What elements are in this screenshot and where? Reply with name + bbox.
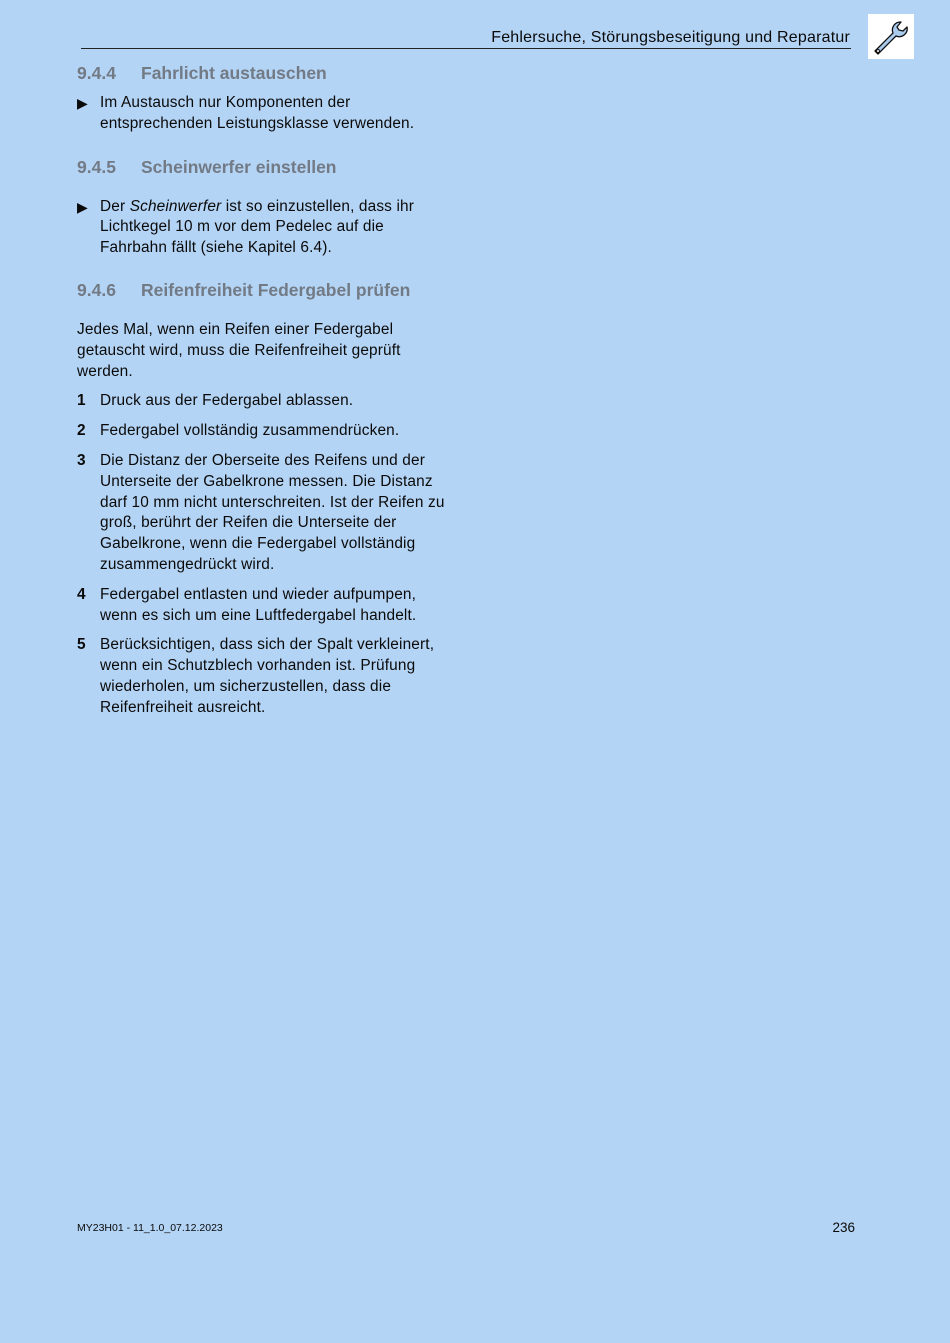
document-id: MY23H01 - 11_1.0_07.12.2023 xyxy=(77,1222,223,1234)
section-heading-9-4-6: 9.4.6 Reifenfreiheit Federgabel prüfen xyxy=(77,279,411,300)
list-item: 4 Federgabel entlasten und wieder aufpumpen, wenn es sich um eine Luftfedergabel handelt. xyxy=(77,585,417,624)
bullet-text: Der Scheinwerfer ist so einzustellen, dass ihr Lichtkegel 10 m vor dem Pedelec auf die Fahrbahn fällt (siehe Kapitel 6.4). xyxy=(100,197,415,257)
main-content xyxy=(77,62,452,719)
list-item: 1 Druck aus der Federgabel ablassen. xyxy=(77,392,354,410)
header-rule xyxy=(81,48,851,49)
section-heading-9-4-5: 9.4.5 Scheinwerfer einstellen xyxy=(77,156,337,177)
page-number: 236 xyxy=(832,1220,855,1235)
list-item: 5 Berücksichtigen, dass sich der Spalt verkleinert, wenn ein Schutzblech vorhanden ist. Prüfung wiederholen, um sicherzustellen, dass die Reifenfreiheit ausreicht. xyxy=(77,636,435,716)
triangle-bullet-icon: ▶ xyxy=(77,95,88,111)
bullet-item: ▶ Im Austausch nur Komponenten der entsprechenden Leistungsklasse verwenden. xyxy=(77,93,452,135)
section-heading-9-4-4: 9.4.4 Fahrlicht austauschen xyxy=(77,63,327,83)
bullet-item xyxy=(77,197,452,259)
triangle-bullet-icon: ▶ xyxy=(77,198,88,215)
running-header-title: Fehlersuche, Störungsbeseitigung und Reparatur xyxy=(491,29,850,46)
list-item: 2 Federgabel vollständig zusammendrücken. xyxy=(77,422,400,440)
wrench-icon xyxy=(868,14,914,59)
list-item: 3 Die Distanz der Oberseite des Reifens und der Unterseite der Gabelkrone messen. Die Distanz darf 10 mm nicht unterschreiten. Ist der Reifen zu groß, berührt der Reifen die Unterseite der Gabelkrone, wenn die Federgabel vollständig zusammengedrückt wird. xyxy=(77,451,445,573)
intro-paragraph: Jedes Mal, wenn ein Reifen einer Federgabel getauscht wird, muss die Reifenfreiheit geprüft werden. xyxy=(77,320,401,380)
